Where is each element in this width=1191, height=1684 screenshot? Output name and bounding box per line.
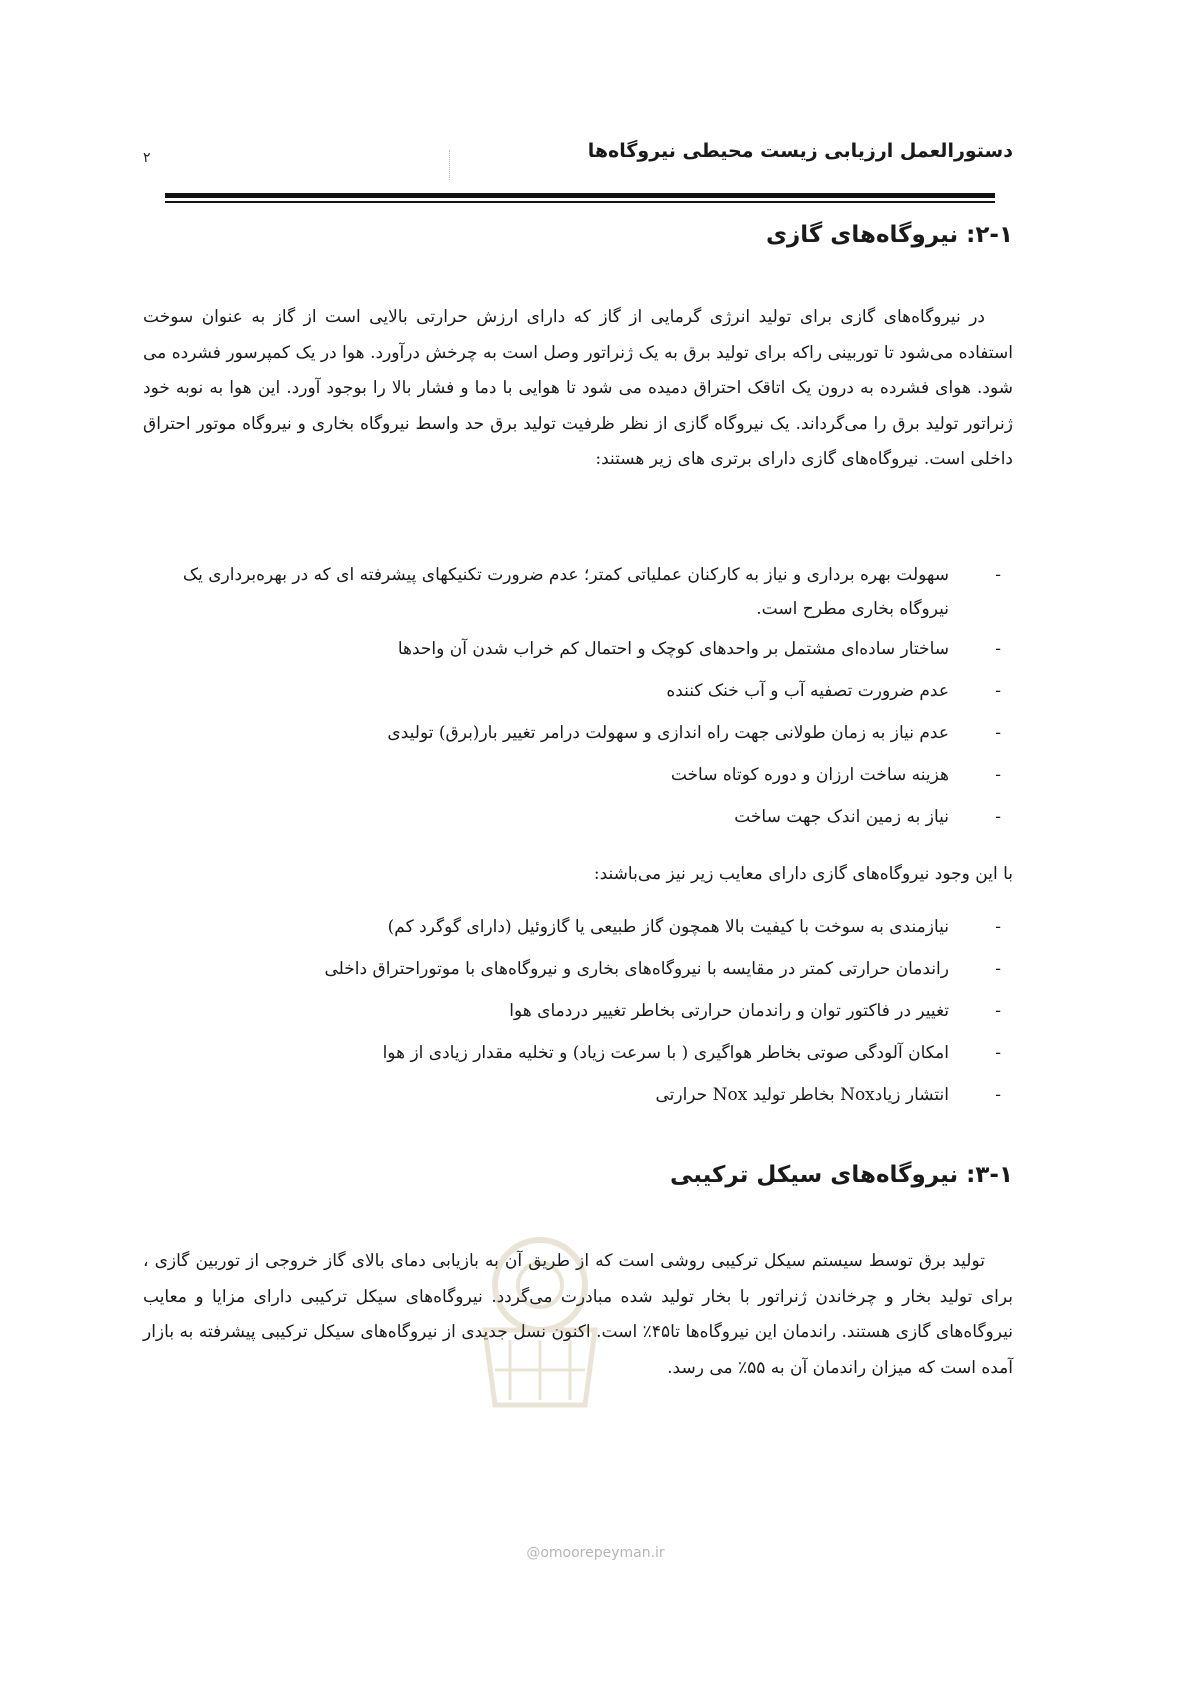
list-item-text: تغییر در فاکتور توان و راندمان حرارتی بخاطر تغییر دردمای هوا: [509, 1001, 949, 1021]
disadvantages-list: [143, 910, 1013, 1112]
list-item: [143, 716, 1013, 750]
list-item: [143, 1036, 1013, 1070]
page-number: ۲: [143, 150, 151, 166]
header-rule-thin: [165, 201, 995, 203]
list-item-text: ساختار ساده‌ای مشتمل بر واحدهای کوچک و احتمال کم خراب شدن آن واحدها: [397, 639, 949, 659]
disadvantages-intro: با این وجود نیروگاه‌های گازی دارای معایب زیر نیز می‌باشند:: [593, 864, 1013, 884]
list-item-text: نیاز به زمین اندک جهت ساخت: [734, 807, 949, 827]
list-item-text: سهولت بهره برداری و نیاز به کارکنان عملیاتی کمتر؛ عدم ضرورت تکنیکهای پیشرفته ای که در بهره‌برداری یک نیروگاه بخاری مطرح است.: [182, 565, 949, 619]
watermark-text: @omoorepeyman.ir: [526, 1545, 665, 1561]
list-item-text: عدم نیاز به زمان طولانی جهت راه اندازی و سهولت درامر تغییر بار(برق) تولیدی: [387, 723, 949, 743]
bullet-dash: -: [995, 917, 1001, 937]
bullet-dash: -: [995, 723, 1001, 743]
paragraph-combined-text: تولید برق توسط سیستم سیکل ترکیبی روشی است که از طریق آن به بازیابی دمای بالای گاز خروجی از توربین گازی ، برای تولید بخار و چرخاندن ژنراتور با بخار تولید شده مبادرت می‌گردد. نیروگاه‌های سیکل ترکیبی دارای مزایا و معایب نیروگاه‌های گازی هستند. راندمان این نیروگاه‌ها تا۴۵٪ است. اکنون نسل جدیدی از نیروگاه‌های سیکل ترکیبی پیشرفته به بازار آمده است که میزان راندمان آن به ۵۵٪ می رسد.: [143, 1251, 1014, 1378]
list-item: [143, 1078, 1013, 1112]
list-item-text: امکان آلودگی صوتی بخاطر هواگیری ( با سرعت زیاد) و تخلیه مقدار زیادی از هوا: [382, 1043, 949, 1063]
paragraph-gas-intro: [143, 300, 1013, 478]
list-item-text: عدم ضرورت تصفیه آب و آب خنک کننده: [666, 681, 949, 701]
watermark-seal-icon: [465, 1230, 615, 1410]
list-item: [143, 758, 1013, 792]
list-item: [143, 632, 1013, 666]
section-heading-combined-cycle: ۳-۱: نیروگاه‌های سیکل ترکیبی: [669, 1162, 1013, 1188]
bullet-dash: -: [995, 681, 1001, 701]
bullet-dash: -: [995, 565, 1001, 585]
list-item: [143, 952, 1013, 986]
section-heading-gas: ۲-۱: نیروگاه‌های گازی: [765, 222, 1013, 248]
running-header-title: دستورالعمل ارزیابی زیست محیطی نیروگاه‌ها: [587, 140, 1013, 162]
margin-mark: [449, 150, 451, 180]
list-item-text: نیازمندی به سوخت با کیفیت بالا همچون گاز طبیعی یا گازوئیل (دارای گوگرد کم): [387, 917, 949, 937]
bullet-dash: -: [995, 639, 1001, 659]
list-item: [143, 994, 1013, 1028]
bullet-dash: -: [995, 1043, 1001, 1063]
list-item: [143, 910, 1013, 944]
list-item: [143, 800, 1013, 834]
list-item-text: راندمان حرارتی کمتر در مقایسه با نیروگاه‌های بخاری و نیروگاه‌های با موتوراحتراق داخلی: [324, 959, 949, 979]
advantages-list: [143, 558, 1013, 834]
bullet-dash: -: [995, 959, 1001, 979]
list-item: [143, 674, 1013, 708]
bullet-dash: -: [995, 765, 1001, 785]
paragraph-gas-text: در نیروگاه‌های گازی برای تولید انرژی گرمایی از گاز که دارای ارزش حرارتی بالایی است از گاز به عنوان سوخت استفاده می‌شود تا توربینی راکه برای تولید برق به یک ژنراتور وصل است به چرخش درآورد. هوا در یک کمپرسور فشرده می شود. هوای فشرده به درون یک اتاقک احتراق دمیده می شود تا هوایی با دما و فشار بالا را بوجود آورد. این هوا به نوبه خود ژنراتور تولید برق را می‌گرداند. یک نیروگاه گازی از نظر ظرفیت تولید برق حد واسط نیروگاه بخاری و نیروگاه موتور احتراق داخلی است. نیروگاه‌های گازی دارای برتری های زیر هستند:: [143, 307, 1013, 469]
bullet-dash: -: [995, 807, 1001, 827]
list-item-text: انتشار زیادNox بخاطر تولید Nox حرارتی: [655, 1085, 949, 1105]
header-rule-thick: [165, 193, 995, 198]
list-item-text: هزینه ساخت ارزان و دوره کوتاه ساخت: [670, 765, 949, 785]
bullet-dash: -: [995, 1085, 1001, 1105]
list-item: [143, 558, 1013, 626]
bullet-dash: -: [995, 1001, 1001, 1021]
